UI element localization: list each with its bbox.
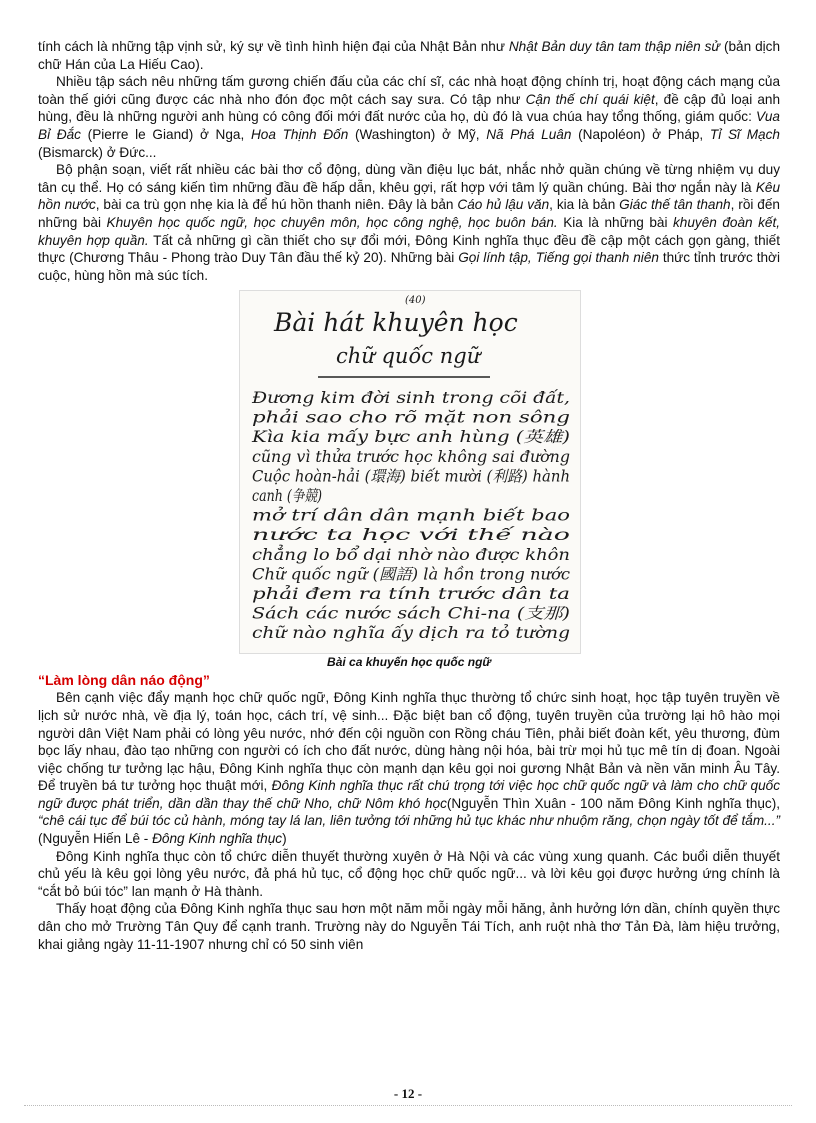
manuscript-line: Sách các nước sách Chi-na (支那)	[252, 604, 570, 623]
manuscript-lines	[251, 389, 571, 642]
page-body	[38, 38, 780, 953]
manuscript-line: cũng vì thửa trước học không sai đường	[252, 448, 571, 467]
manuscript-line: canh (争競)	[252, 487, 322, 506]
manuscript-line: Cuộc hoàn-hải (環海) biết mười (利路) hành	[252, 467, 570, 486]
italic-title: Nhật Bản duy tân tam thập niên sử	[508, 39, 721, 54]
manuscript-line: chẳng lo bổ dại nhờ nào được khôn	[252, 546, 570, 565]
text: Bộ phận soạn, viết rất nhiều các bài thơ cổ động, dùng vần điệu lục bát, nhắc nhở quần chúng về từng nhiệm vụ duy tân cụ thể. Họ có sáng kiến tìm những đầu đề hấp dẫn, khêu gợi, rất hợp với tâm lý quần chúng. Bài thơ ngắn này là	[38, 162, 780, 195]
italic-title: Cận thế chí quái kiệt	[525, 91, 655, 107]
paragraph-3	[38, 161, 780, 284]
paragraph-1	[38, 38, 780, 73]
manuscript-title-line-2: chữ quốc ngữ	[336, 344, 481, 369]
manuscript-title-line-1: Bài hát khuyên học	[274, 308, 518, 338]
italic-name: Hoa Thịnh Đốn	[250, 126, 349, 142]
text: (Bismarck) ở Đức...	[38, 144, 157, 160]
text: Bên cạnh việc đẩy mạnh học chữ quốc ngữ, Đông Kinh nghĩa thục thường tổ chức sinh hoạt, học tập tuyên truyền về lịch sử nước nhà, về địa lý, toán học, cách trí, vệ sinh... Đặc biệt ban cổ động, tuyên truyền của trường lại hô hào mọi người dân Việt Nam phải có lòng yêu nước, nhớ đến cội nguồn con Rồng cháu Tiên, phải biết đoàn kết, yêu thương, đùm bọc lấy nhau, đào tạo những con người có ích cho đất nước, dùng hàng nội hóa, bài trừ mọi hủ tục mê tín dị đoan. Ngoài việc chống tư tưởng lạc hậu, Đông Kinh nghĩa thục còn mạnh dạn kêu gọi noi gương Nhật Bản và nền văn minh Âu Tây. Để truyền bá tư tưởng học thuật mới,	[38, 690, 780, 794]
text: , bài ca trù gọn nhẹ kia là để hú hồn thanh niên. Đây là bản	[95, 197, 458, 213]
text: )	[282, 831, 287, 847]
text: Nhiều tập sách nêu những tấm gương chiến đấu của các chí sĩ, các nhà hoạt động chính trị, hoạt động cách mạng của toàn thế giới cũng được các nhà nho đón đọc một cách say sưa. Có tập như	[38, 74, 780, 107]
text: (Nguyễn Hiến Lê -	[38, 831, 153, 847]
italic-title: khuyên đoàn kết, khuyên hợp quần.	[38, 214, 780, 248]
italic-title: Gọi lính tập, Tiếng gọi thanh niên	[458, 250, 659, 266]
text: thức tỉnh trước thời cuộc, hùng hồn mà súc tích.	[38, 250, 780, 283]
text: tính cách là những tập vịnh sử, ký sự về tình hình hiện đại của Nhật Bản như	[38, 39, 509, 54]
text: (Pierre le Giand) ở Nga,	[80, 126, 251, 142]
manuscript-line: Kìa kia mấy bực anh hùng (英雄)	[250, 428, 570, 447]
italic-name: Tỉ Sĩ Mạch	[709, 126, 780, 142]
page-mark: (40)	[405, 295, 426, 307]
text: (bản dịch chữ Hán của La Hiếu Cao).	[38, 39, 781, 72]
text: , rồi đến những bài	[38, 197, 780, 230]
manuscript-line: nước ta học với thế nào	[252, 526, 570, 545]
paragraph-2	[38, 73, 780, 161]
manuscript-line: phải đem ra tính trước dân ta	[252, 585, 570, 604]
italic-quote: “chê cái tục để búi tóc củ hành, móng tay lá lan, liên tưởng tới những hủ tục khác như nhuộm răng, chọn ngày tốt để tắm...”	[38, 813, 780, 829]
italic-name: Vua Bỉ Đắc	[38, 109, 780, 142]
italic-title: Khuyên học quốc ngữ, học chuyên môn, học công nghệ, học buôn bán.	[106, 214, 558, 230]
italic-title: Giác thế tân thanh	[619, 197, 731, 213]
text: (Washington) ở Mỹ,	[348, 126, 487, 142]
paragraph-6: Thấy hoạt động của Đông Kinh nghĩa thục sau hơn một năm mỗi ngày mỗi hăng, ảnh hưởng lớn dần, chính quyền thực dân cho mở Trường Tân Quy để cạnh tranh. Trường này do Nguyễn Tái Tích, anh ruột nhà thơ Tản Đà, làm hiệu trưởng, khai giảng ngày 11-11-1907 nhưng chỉ có 50 sinh viên	[38, 901, 780, 952]
manuscript-line: phải sao cho rõ mặt non sông	[252, 408, 571, 427]
italic-title: Đông Kinh nghĩa thục	[152, 831, 283, 847]
italic-title: Cáo hủ lậu văn	[457, 197, 550, 213]
figure-caption: Bài ca khuyến học quốc ngữ	[327, 655, 491, 670]
text: Tất cả những gì cần thiết cho sự đổi mới, Đông Kinh nghĩa thục đều đề cập một cách gọn gàng, thiết thực (Chương Thâu - Phong trào Duy Tân đầu thế kỷ 20). Những bài	[38, 232, 780, 266]
handwritten-manuscript-image	[239, 290, 581, 654]
text: (Napoléon) ở Pháp,	[571, 126, 710, 142]
text: , đề cập đủ loại anh hùng, đều là những người anh hùng có công đối mới đất nước của họ, dù đó là vua chúa hay tổng thống, giám quốc:	[38, 91, 780, 125]
page-number: - 12 -	[393, 1086, 423, 1101]
italic-name: Nã Phá Luân	[486, 126, 572, 142]
text: , kia là bản	[549, 197, 620, 213]
manuscript-line: mở trí dân dân mạnh biết bao	[252, 506, 570, 525]
paragraph-5: Đông Kinh nghĩa thục còn tổ chức diễn thuyết thường xuyên ở Hà Nội và các vùng xung quanh. Các buổi diễn thuyết chủ yếu là kêu gọi lòng yêu nước, đả phá hủ tục, cổ động học chữ quốc ngữ... và lời kêu gọi được hưởng ứng chính là “cắt bỏ búi tóc” lan mạnh ở Hà thành.	[38, 848, 780, 899]
italic-quote: Đông Kinh nghĩa thục rất chú trọng tới việc học chữ quốc ngữ và làm cho chữ quốc ngữ được phát triển, dần dần thay thế chữ Nho, chữ Nôm khó học	[38, 778, 780, 811]
text: Kia là những bài	[557, 214, 673, 230]
section-heading: “Làm lòng dân náo động”	[38, 672, 210, 689]
manuscript-line: chữ nào nghĩa ấy dịch ra tỏ tường	[252, 624, 571, 643]
text: (Nguyễn Thìn Xuân - 100 năm Đông Kinh nghĩa thục),	[446, 795, 780, 811]
italic-title: Kêu hồn nước	[38, 179, 780, 213]
manuscript-line: Đương kim đời sinh trong cõi đất,	[250, 389, 571, 408]
paragraph-4	[38, 689, 780, 847]
handwritten-figure	[239, 290, 579, 669]
footer-divider	[24, 1105, 792, 1106]
manuscript-line: Chữ quốc ngữ (國語) là hồn trong nước	[252, 565, 571, 584]
